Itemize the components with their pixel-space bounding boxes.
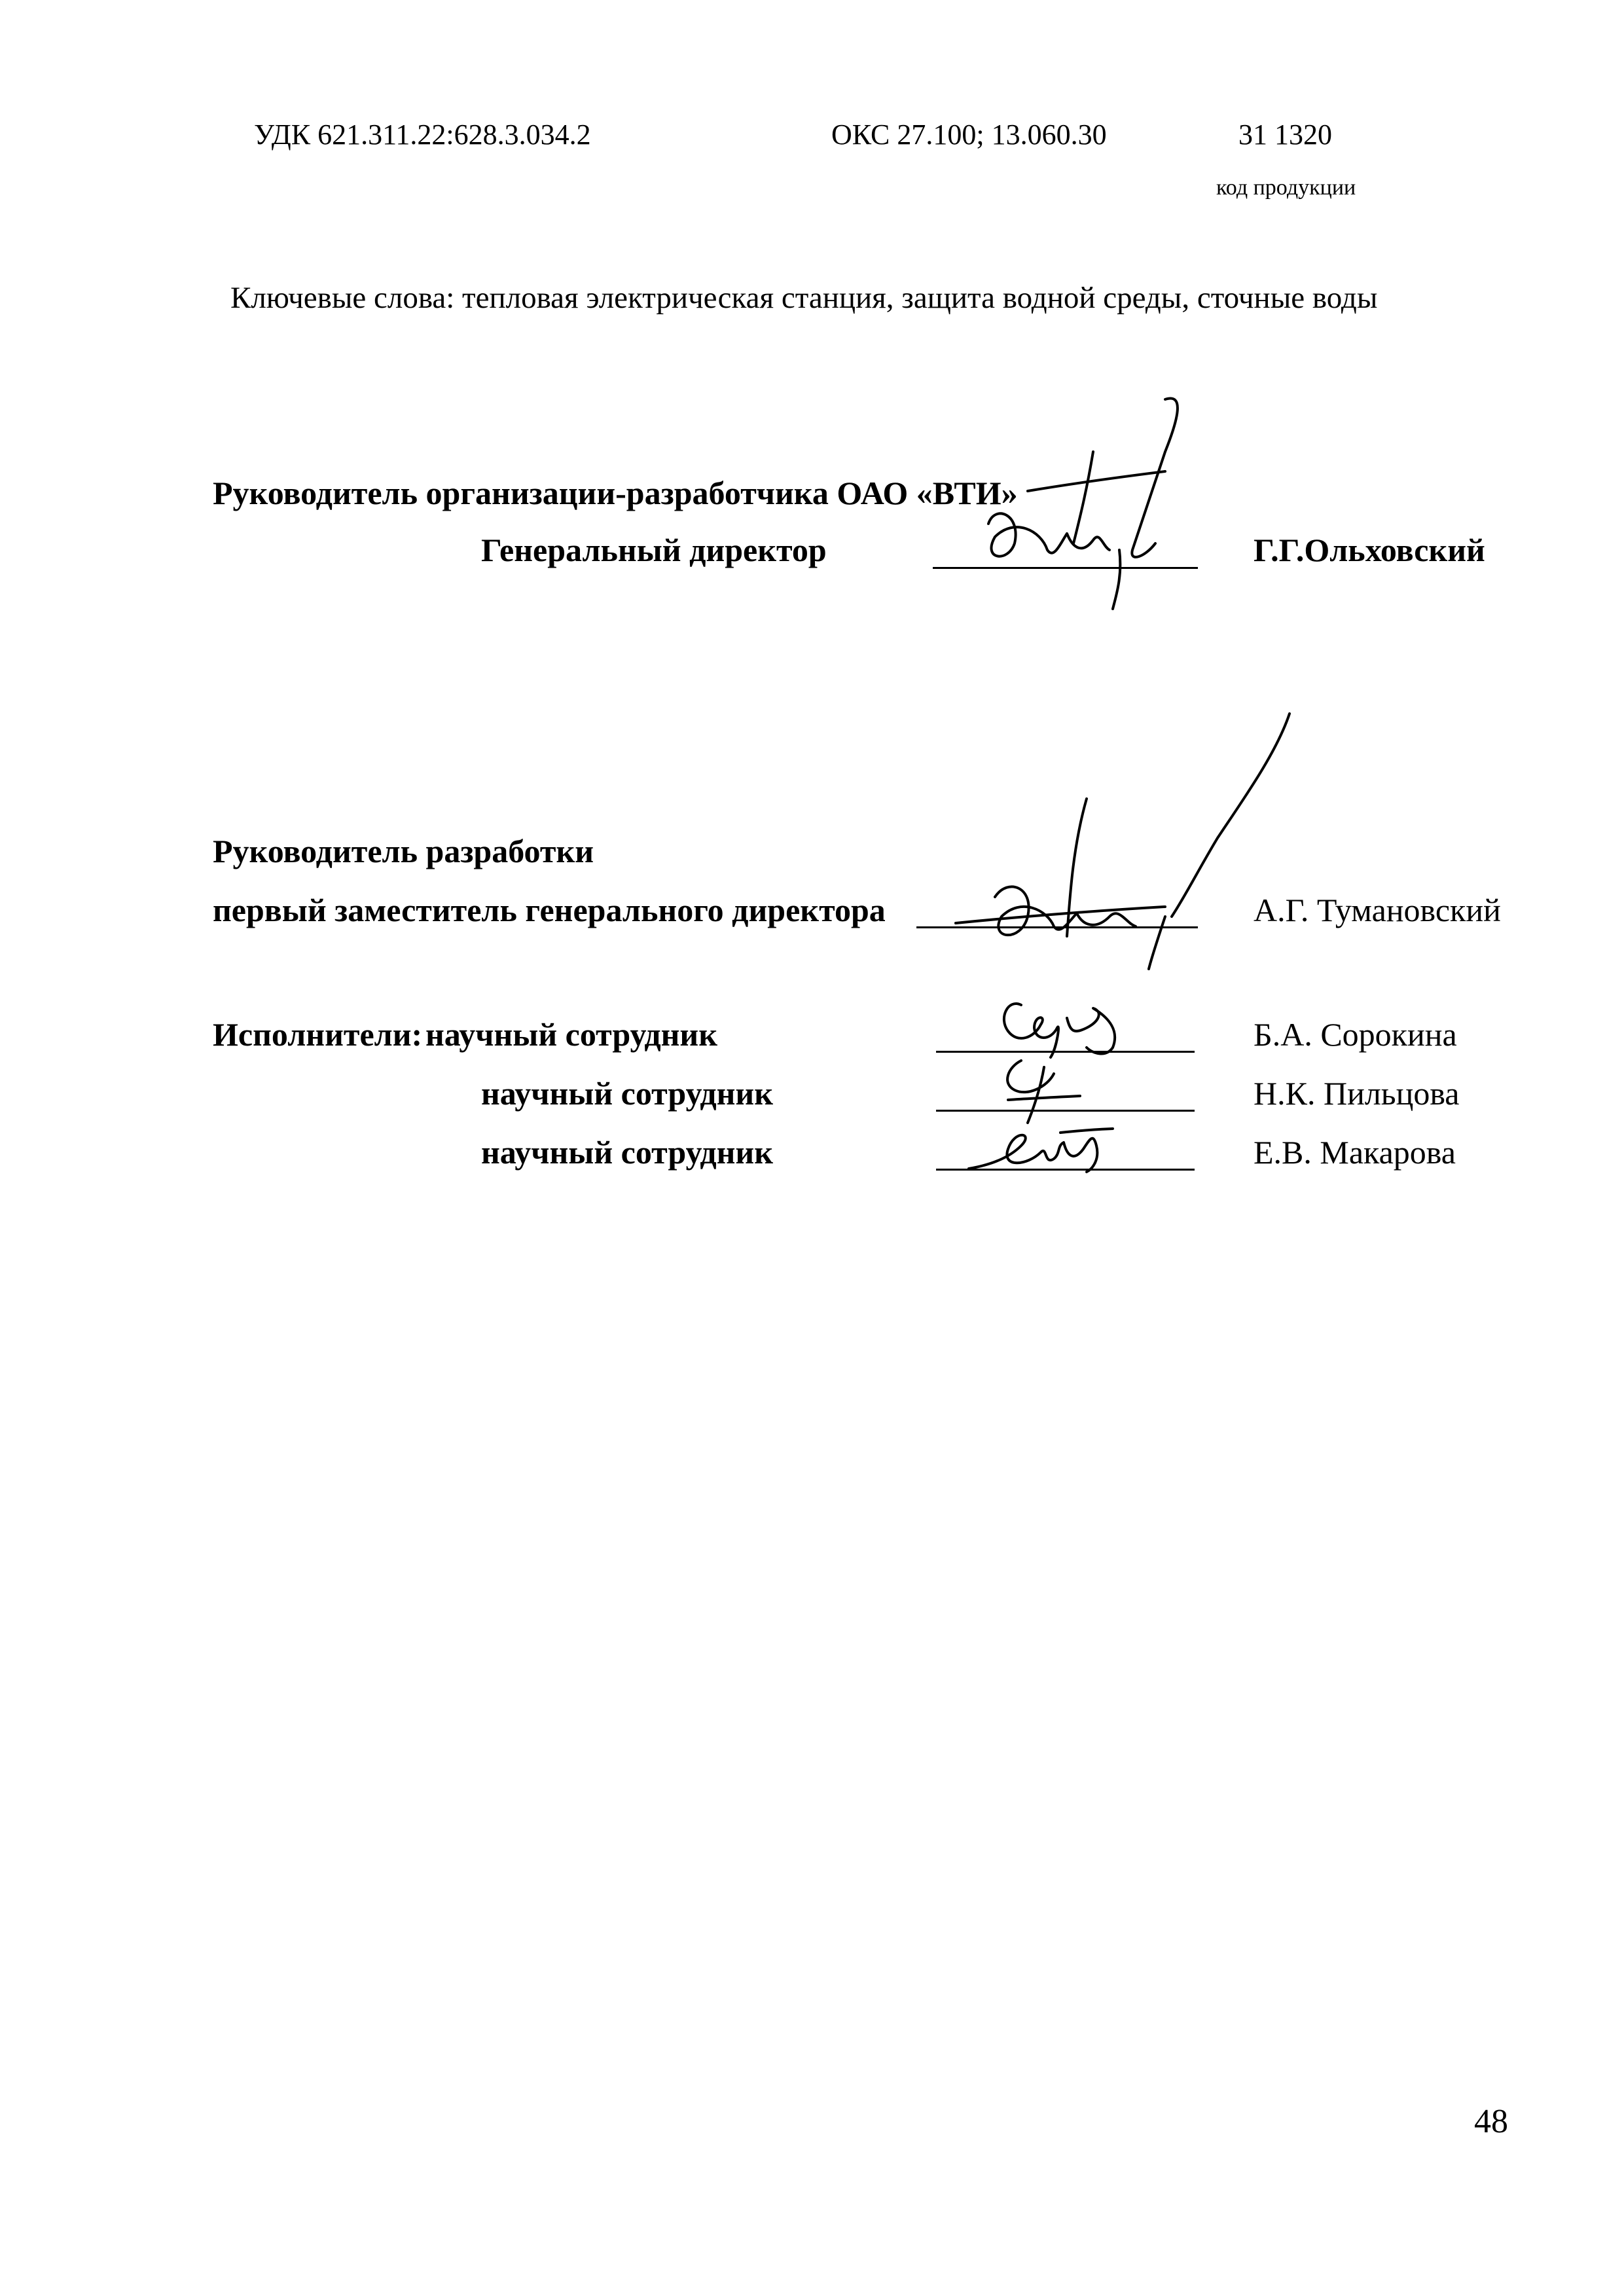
page-number: 48 — [1474, 2103, 1508, 2140]
dev-head-title: Руководитель разработки — [213, 833, 594, 869]
dev-head-position: первый заместитель генерального директора — [213, 892, 886, 928]
signature-makarova — [962, 1120, 1119, 1178]
product-code-label: код продукции — [1216, 175, 1356, 200]
performer-name-1: Б.А. Сорокина — [1254, 1016, 1457, 1053]
signature-tumanovsky — [956, 701, 1283, 975]
performers-label: Исполнители: — [213, 1016, 423, 1053]
org-head-title: Руководитель организации-разработчика ОАО «ВТИ» — [213, 475, 1018, 511]
signature-olkhovsky — [969, 393, 1244, 615]
signature-piltsova — [982, 1048, 1087, 1126]
performer-position-2: научный сотрудник — [481, 1075, 774, 1112]
org-head-position: Генеральный директор — [481, 532, 827, 568]
performer-position-3: научный сотрудник — [481, 1134, 774, 1171]
oks-code: ОКС 27.100; 13.060.30 — [831, 118, 1107, 151]
udk-code: УДК 621.311.22:628.3.034.2 — [254, 118, 591, 151]
org-head-name: Г.Г.Ольховский — [1254, 532, 1485, 568]
performer-name-3: Е.В. Макарова — [1254, 1134, 1456, 1171]
performer-name-2: Н.К. Пильцова — [1254, 1075, 1460, 1112]
product-code: 31 1320 — [1238, 118, 1332, 151]
dev-head-name: А.Г. Тумановский — [1254, 892, 1501, 928]
performer-position-1: научный сотрудник — [425, 1016, 718, 1053]
keywords: Ключевые слова: тепловая электрическая станция, защита водной среды, сточные воды — [230, 281, 1378, 315]
